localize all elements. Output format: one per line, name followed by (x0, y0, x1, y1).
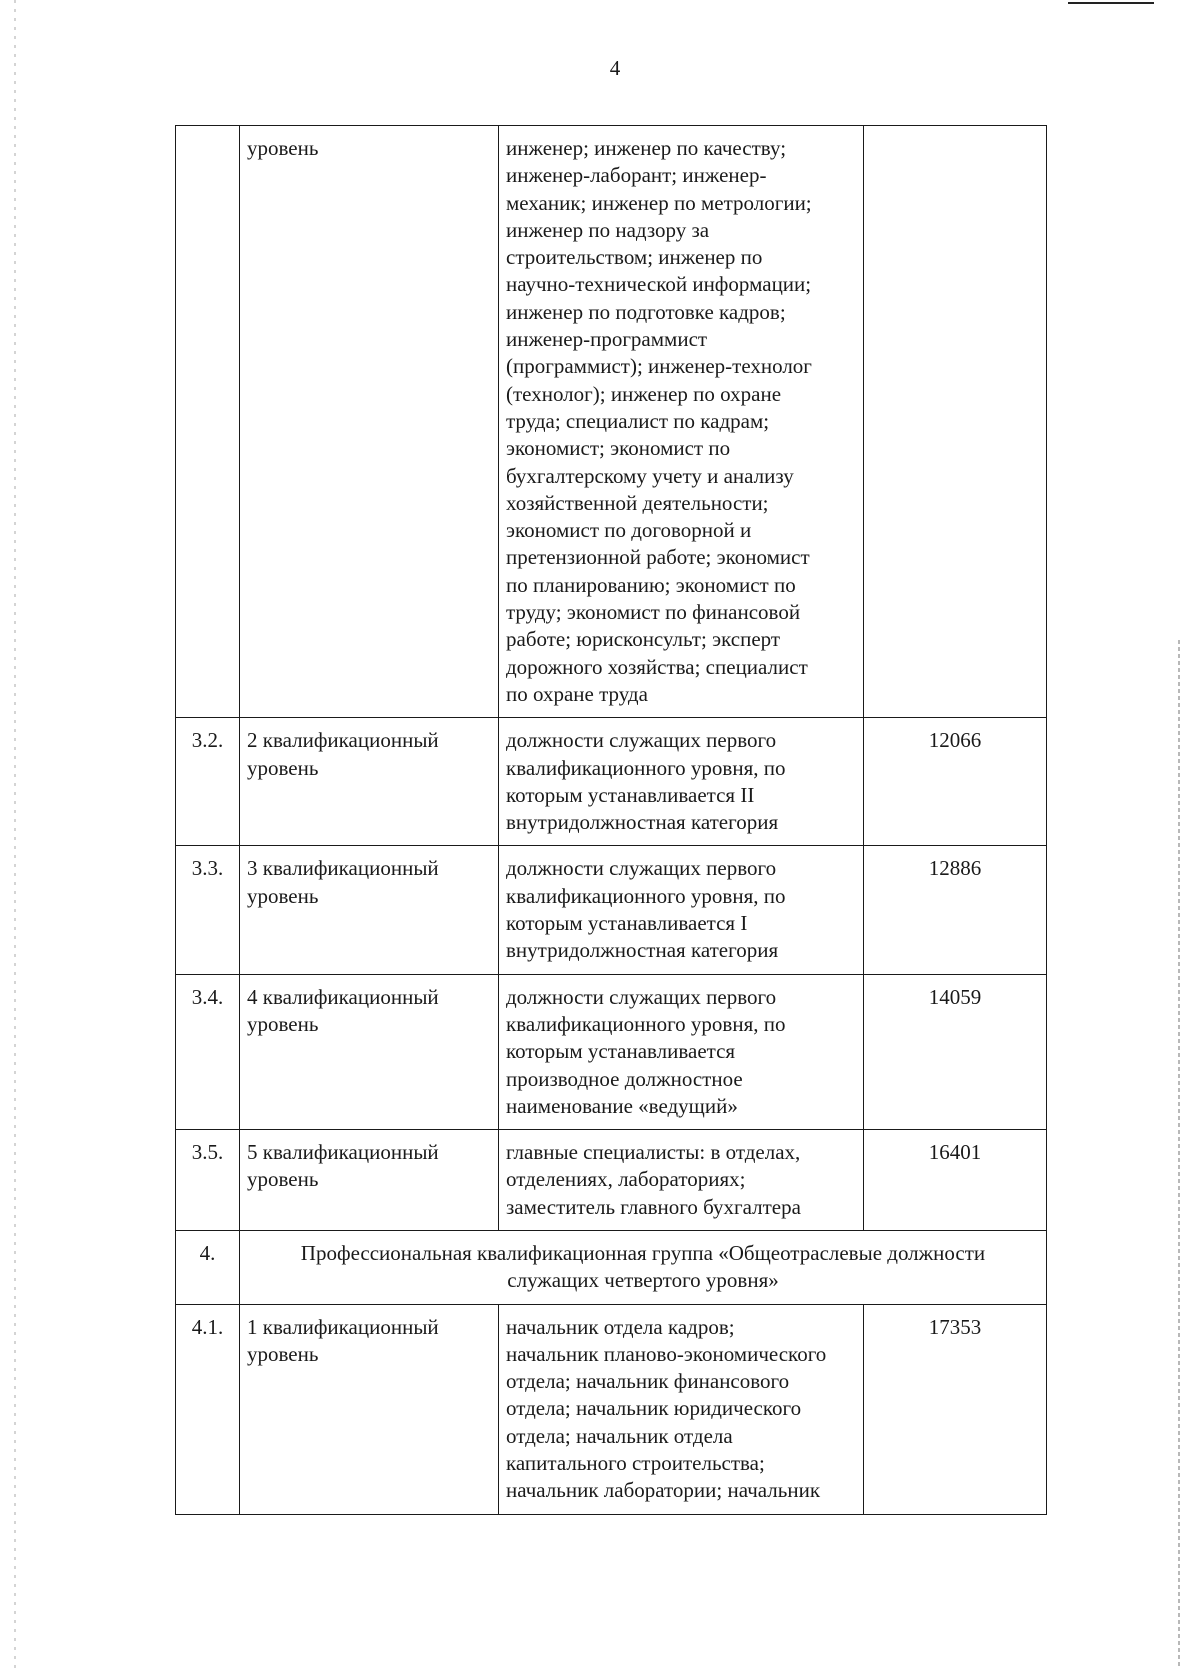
row-number: 3.5. (176, 1130, 240, 1231)
row-number: 3.3. (176, 846, 240, 974)
row-number: 3.4. (176, 974, 240, 1129)
row-number: 4.1. (176, 1304, 240, 1514)
table-row (176, 1304, 1047, 1514)
table-row (176, 1130, 1047, 1231)
page-number: 4 (609, 56, 621, 80)
salary-value (864, 126, 1047, 718)
table-row (176, 126, 1047, 718)
positions-list: главные специалисты: в отделах, отделениях, лабораториях; заместитель главного бухгалтера (499, 1130, 864, 1231)
positions-list: должности служащих первого квалификационного уровня, по которым устанавливается производное должностное наименование «ведущий» (499, 974, 864, 1129)
scan-edge-left (14, 0, 16, 1669)
group-header-row (176, 1230, 1047, 1304)
qualification-level: уровень (240, 126, 499, 718)
salary-value: 16401 (864, 1130, 1047, 1231)
positions-list: инженер; инженер по качеству; инженер-лаборант; инженер- механик; инженер по метрологии; инженер по надзору за строительством; инженер по научно-технической информации; инженер по подготовке кадров; инженер-программист (программист); инженер-технолог (технолог); инженер по охране труда; специалист по кадрам; экономист; экономист по бухгалтерскому учету и анализу хозяйственной деятельности; экономист по договорной и претензионной работе; экономист по планированию; экономист по труду; экономист по финансовой работе; юрисконсульт; эксперт дорожного хозяйства; специалист по охране труда (499, 126, 864, 718)
scan-edge-right (1178, 640, 1180, 1669)
table-row (176, 974, 1047, 1129)
salary-value: 12886 (864, 846, 1047, 974)
positions-list: начальник отдела кадров; начальник планово-экономического отдела; начальник финансового отдела; начальник юридического отдела; начальник отдела капитального строительства; начальник лаборатории; начальник (499, 1304, 864, 1514)
qualification-level: 3 квалификационный уровень (240, 846, 499, 974)
qualification-level: 1 квалификационный уровень (240, 1304, 499, 1514)
row-number: 3.2. (176, 718, 240, 846)
salary-value: 14059 (864, 974, 1047, 1129)
table-row (176, 846, 1047, 974)
positions-list: должности служащих первого квалификационного уровня, по которым устанавливается II внутридолжностная категория (499, 718, 864, 846)
salary-value: 12066 (864, 718, 1047, 846)
salary-table (175, 125, 1047, 1515)
qualification-level: 5 квалификационный уровень (240, 1130, 499, 1231)
row-number (176, 126, 240, 718)
scan-mark-top (1068, 2, 1154, 4)
positions-list: должности служащих первого квалификационного уровня, по которым устанавливается I внутридолжностная категория (499, 846, 864, 974)
group-title: Профессиональная квалификационная группа «Общеотраслевые должности служащих четвертого уровня» (240, 1230, 1047, 1304)
table-row (176, 718, 1047, 846)
qualification-level: 4 квалификационный уровень (240, 974, 499, 1129)
group-number: 4. (176, 1230, 240, 1304)
qualification-level: 2 квалификационный уровень (240, 718, 499, 846)
salary-value: 17353 (864, 1304, 1047, 1514)
